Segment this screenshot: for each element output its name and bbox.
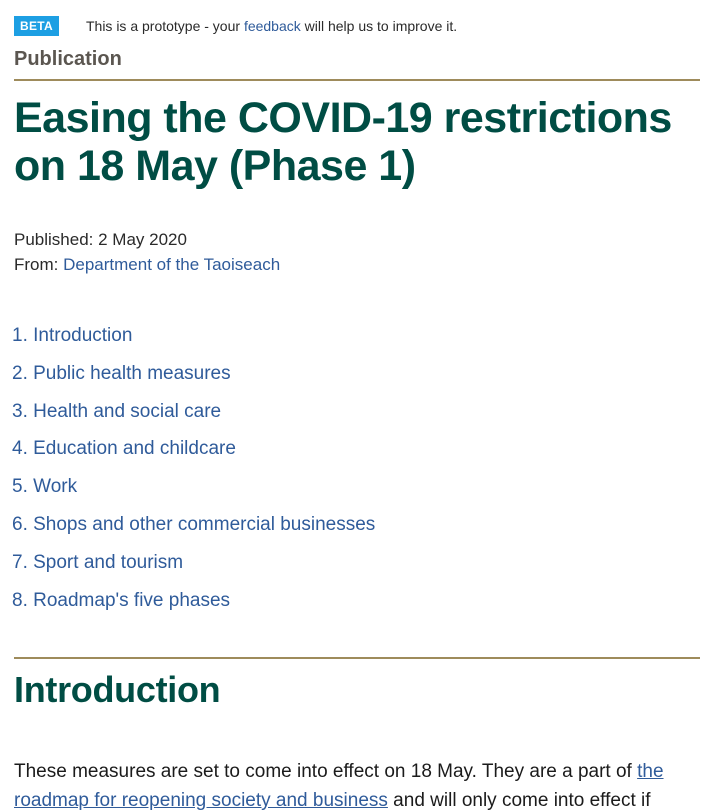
beta-text-before: This is a prototype - your [85, 18, 244, 34]
contents-link-education-and-childcare[interactable]: 4. Education and childcare [12, 438, 236, 460]
header-divider [14, 79, 700, 81]
contents-item [12, 322, 375, 360]
page-label: Publication [14, 48, 122, 70]
contents-item [12, 473, 375, 511]
beta-text-after: will help us to improve it. [300, 18, 458, 34]
beta-banner [14, 15, 457, 37]
intro-text-before: These measures are set to come into effect on 18 May. They are a part of [14, 761, 638, 782]
contents-item [12, 511, 375, 549]
contents-item [12, 435, 375, 473]
introduction-paragraph [14, 757, 704, 811]
contents-link-work[interactable]: 5. Work [12, 476, 78, 498]
department-link[interactable]: Department of the Taoiseach [63, 255, 281, 274]
section-divider [14, 657, 700, 659]
contents-item [12, 549, 375, 587]
published-label: Published: [14, 230, 99, 249]
beta-message [86, 18, 457, 34]
intro-text-after: and will only come into effect if [387, 790, 651, 811]
publication-meta [14, 227, 280, 277]
feedback-link[interactable]: feedback [243, 18, 301, 34]
contents-item [12, 360, 375, 398]
contents-link-public-health-measures[interactable]: 2. Public health measures [12, 362, 231, 384]
contents-item [12, 398, 375, 436]
roadmap-link[interactable]: the roadmap for reopening society and business [14, 761, 664, 811]
from-label: From: [14, 255, 64, 274]
contents-link-sport-and-tourism[interactable]: 7. Sport and tourism [12, 551, 184, 573]
contents-link-health-and-social-care[interactable]: 3. Health and social care [12, 400, 222, 422]
contents-link-shops[interactable]: 6. Shops and other commercial businesses [12, 513, 376, 535]
contents-item [12, 587, 375, 625]
published-date: 2 May 2020 [98, 230, 187, 249]
from-line [14, 252, 280, 277]
published-line [14, 227, 280, 252]
contents-link-roadmap-phases[interactable]: 8. Roadmap's five phases [12, 589, 231, 611]
contents-list [12, 322, 375, 624]
beta-tag: BETA [14, 16, 59, 36]
introduction-heading: Introduction [14, 669, 221, 710]
page-title: Easing the COVID-19 restrictions on 18 May (Phase 1) [14, 94, 672, 190]
contents-link-introduction[interactable]: 1. Introduction [12, 325, 133, 346]
